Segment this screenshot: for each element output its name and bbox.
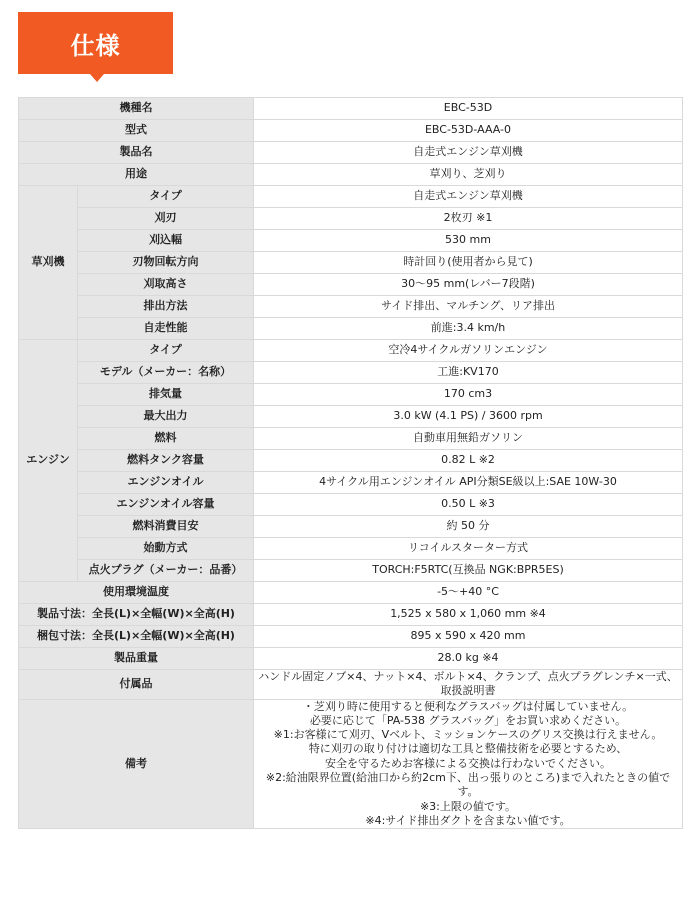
- spec-row: [19, 230, 683, 252]
- spec-row: [19, 450, 683, 472]
- spec-value: TORCH:F5RTC(互換品 NGK:BPR5ES): [254, 560, 683, 582]
- spec-value: 時計回り(使用者から見て): [254, 252, 683, 274]
- spec-value: EBC-53D-AAA-0: [254, 120, 683, 142]
- spec-row: [19, 340, 683, 362]
- spec-label: 製品名: [19, 142, 254, 164]
- spec-value: 2枚刃 ※1: [254, 208, 683, 230]
- spec-value: 自動車用無鉛ガソリン: [254, 428, 683, 450]
- spec-row: [19, 648, 683, 670]
- spec-value: サイド排出、マルチング、リア排出: [254, 296, 683, 318]
- spec-value: 4サイクル用エンジンオイル API分類SE級以上:SAE 10W-30: [254, 472, 683, 494]
- spec-row: [19, 164, 683, 186]
- spec-label: タイプ: [78, 340, 254, 362]
- spec-label: 刈刃: [78, 208, 254, 230]
- spec-row: [19, 604, 683, 626]
- spec-value: 自走式エンジン草刈機: [254, 186, 683, 208]
- spec-label: 排気量: [78, 384, 254, 406]
- remarks-value: [254, 699, 683, 829]
- spec-value: 空冷4サイクルガソリンエンジン: [254, 340, 683, 362]
- remarks-label: 備考: [19, 699, 254, 829]
- spec-value: リコイルスターター方式: [254, 538, 683, 560]
- spec-label: 自走性能: [78, 318, 254, 340]
- section-title-badge: [18, 12, 173, 74]
- spec-row: [19, 472, 683, 494]
- remarks-line: ・芝刈り時に使用すると便利なグラスバッグは付属していません。: [302, 699, 634, 713]
- spec-row: [19, 494, 683, 516]
- spec-row: [19, 296, 683, 318]
- spec-label: 始動方式: [78, 538, 254, 560]
- spec-label: 点火プラグ（メーカー：品番）: [78, 560, 254, 582]
- spec-row-accessories: [19, 670, 683, 700]
- spec-group-label: エンジン: [19, 340, 78, 582]
- spec-row: [19, 362, 683, 384]
- spec-value: -5〜+40 °C: [254, 582, 683, 604]
- spec-label: 用途: [19, 164, 254, 186]
- spec-label: 製品寸法：全長(L)×全幅(W)×全高(H): [19, 604, 254, 626]
- spec-value: 895 x 590 x 420 mm: [254, 626, 683, 648]
- spec-row: [19, 318, 683, 340]
- spec-value: 約 50 分: [254, 516, 683, 538]
- spec-label: 刈取高さ: [78, 274, 254, 296]
- spec-value: 170 cm3: [254, 384, 683, 406]
- remarks-line: ※3:上限の値です。: [419, 799, 517, 813]
- spec-row-remarks: [19, 699, 683, 829]
- spec-label: 排出方法: [78, 296, 254, 318]
- spec-label: 製品重量: [19, 648, 254, 670]
- spec-row: [19, 428, 683, 450]
- spec-row: [19, 186, 683, 208]
- remarks-line: 特に刈刃の取り付けは適切な工具と整備技術を必要とするため、: [308, 742, 628, 756]
- spec-label: エンジンオイル: [78, 472, 254, 494]
- spec-label: 最大出力: [78, 406, 254, 428]
- spec-label: 使用環境温度: [19, 582, 254, 604]
- spec-value: 3.0 kW (4.1 PS) / 3600 rpm: [254, 406, 683, 428]
- spec-row: [19, 626, 683, 648]
- spec-value: 530 mm: [254, 230, 683, 252]
- spec-table: [18, 97, 683, 829]
- remarks-line: ※4:サイド排出ダクトを含まない値です。: [365, 813, 571, 827]
- spec-label: 燃料消費目安: [78, 516, 254, 538]
- remarks-line: ※1:お客様にて刈刃、Vベルト、ミッションケースのグリス交換は行えません。: [273, 728, 663, 742]
- spec-row: [19, 582, 683, 604]
- spec-value: 1,525 x 580 x 1,060 mm ※4: [254, 604, 683, 626]
- spec-label: エンジンオイル容量: [78, 494, 254, 516]
- spec-group-label: 草刈機: [19, 186, 78, 340]
- spec-value: 工進:KV170: [254, 362, 683, 384]
- spec-label: 梱包寸法：全長(L)×全幅(W)×全高(H): [19, 626, 254, 648]
- spec-label: 燃料タンク容量: [78, 450, 254, 472]
- spec-row: [19, 98, 683, 120]
- section-title: 仕様: [70, 31, 121, 60]
- spec-row: [19, 560, 683, 582]
- remarks-line: 必要に応じて「PA-538 グラスバッグ」をお買い求めください。: [309, 713, 627, 727]
- spec-row: [19, 120, 683, 142]
- spec-value: 28.0 kg ※4: [254, 648, 683, 670]
- spec-label: タイプ: [78, 186, 254, 208]
- spec-label: 刈込幅: [78, 230, 254, 252]
- spec-row: [19, 384, 683, 406]
- spec-row: [19, 274, 683, 296]
- spec-label: 型式: [19, 120, 254, 142]
- spec-value: 0.50 L ※3: [254, 494, 683, 516]
- spec-row: [19, 516, 683, 538]
- spec-value: EBC-53D: [254, 98, 683, 120]
- spec-label: 燃料: [78, 428, 254, 450]
- spec-row: [19, 252, 683, 274]
- spec-label: 刃物回転方向: [78, 252, 254, 274]
- spec-row: [19, 142, 683, 164]
- spec-value: 0.82 L ※2: [254, 450, 683, 472]
- spec-row: [19, 406, 683, 428]
- spec-label: モデル（メーカー：名称）: [78, 362, 254, 384]
- remarks-line: ※2:給油限界位置(給油口から約2cm下、出っ張りのところ)まで入れたときの値です。: [265, 771, 671, 799]
- spec-label: 機種名: [19, 98, 254, 120]
- spec-row: [19, 208, 683, 230]
- spec-value: 30〜95 mm(レバー7段階): [254, 274, 683, 296]
- title-badge-pointer: [90, 74, 104, 82]
- accessories-label: 付属品: [19, 670, 254, 700]
- spec-value: 草刈り、芝刈り: [254, 164, 683, 186]
- spec-value: 前進:3.4 km/h: [254, 318, 683, 340]
- accessories-value: ハンドル固定ノブ×4、ナット×4、ボルト×4、クランプ、点火プラグレンチ×一式、取扱説明書: [254, 670, 683, 700]
- spec-row: [19, 538, 683, 560]
- remarks-line: 安全を守るためお客様による交換は行わないでください。: [325, 756, 611, 770]
- spec-value: 自走式エンジン草刈機: [254, 142, 683, 164]
